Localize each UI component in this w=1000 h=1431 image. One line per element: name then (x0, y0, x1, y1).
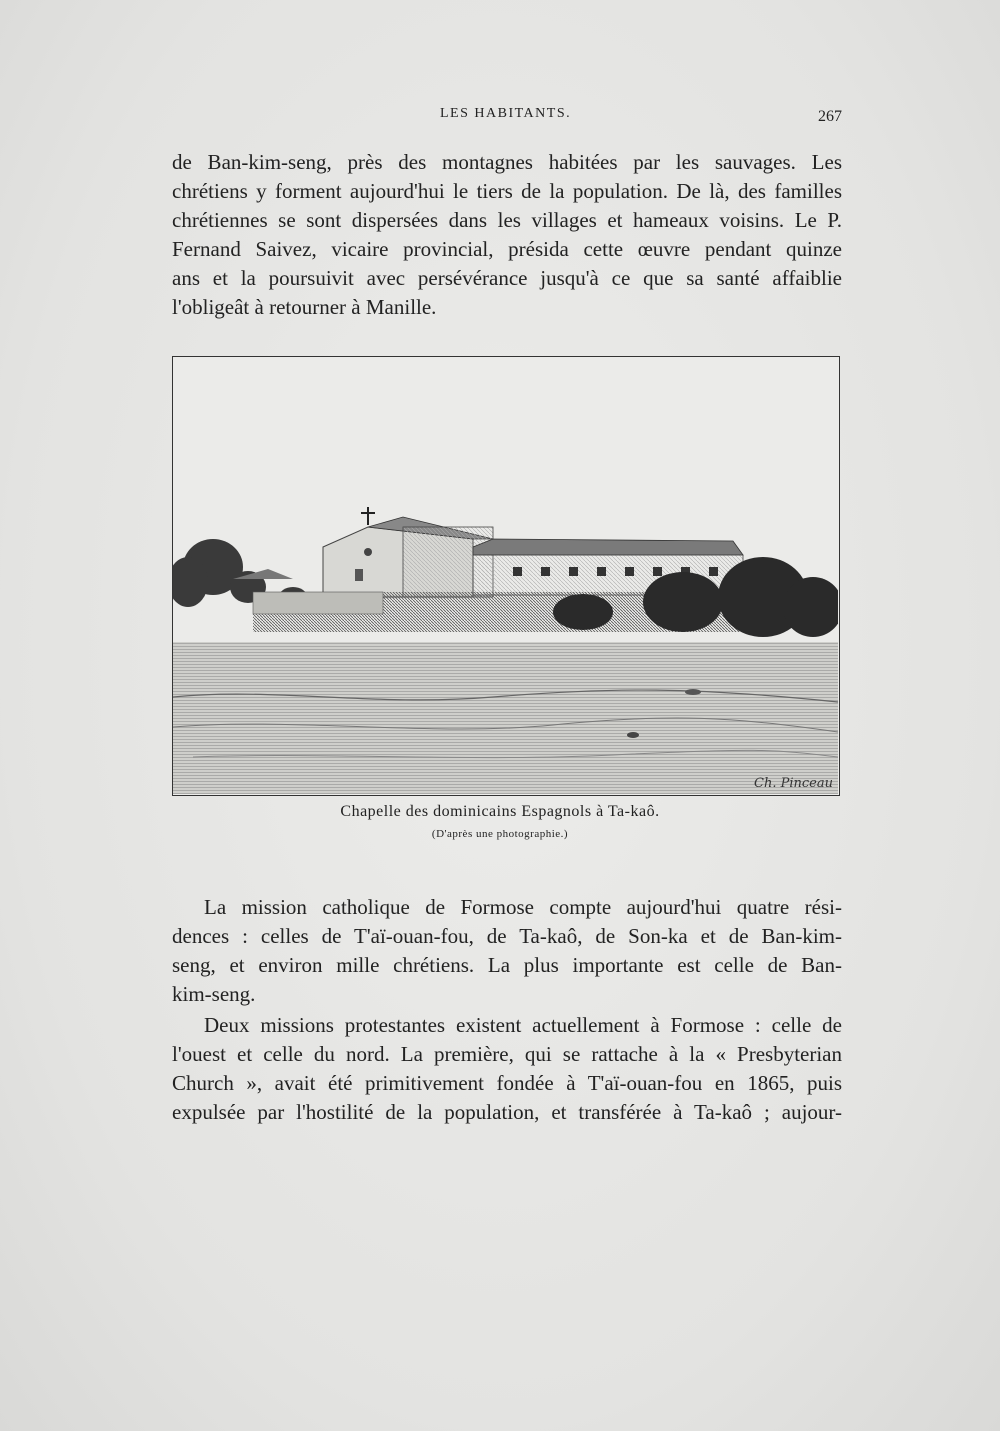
chapel-engraving (173, 357, 838, 794)
running-title: LES HABITANTS. (440, 106, 572, 121)
figure-caption: Chapelle des dominicains Espagnols à Ta-kaô. (340, 803, 660, 820)
figure-caption-source: (D'après une photographie.) (431, 828, 569, 840)
paragraph-line: expulsée par l'hostilité de la population, et transférée à Ta-kaô ; aujour- (172, 1100, 842, 1124)
paragraph-line: l'obligeât à retourner à Manille. (172, 295, 437, 319)
paragraph-line: ans et la poursuivit avec persévérance jusqu'à ce que sa santé affaiblie (172, 266, 842, 290)
paragraph-line: Fernand Saivez, vicaire provincial, présida cette œuvre pendant quinze (172, 237, 842, 261)
page-number: 267 (818, 108, 842, 125)
engraving-illustration (172, 356, 840, 796)
paragraph-mission-catholique (172, 893, 842, 1009)
running-head (0, 106, 1000, 128)
paragraph-line: chrétiens y forment aujourd'hui le tiers de la population. De là, des familles (172, 179, 842, 203)
paragraph-line: l'ouest et celle du nord. La première, qui se rattache à la « Presbyterian (172, 1042, 842, 1066)
paragraph-line: Church », avait été primitivement fondée à T'aï-ouan-fou en 1865, puis (172, 1071, 842, 1095)
paragraph-line: de Ban-kim-seng, près des montagnes habitées par les sauvages. Les (172, 150, 842, 174)
paragraph-line: chrétiennes se sont dispersées dans les villages et hameaux voisins. Le P. (172, 208, 842, 232)
paragraph-line: La mission catholique de Formose compte aujourd'hui quatre rési- (204, 895, 842, 919)
paragraph-line: kim-seng. (172, 982, 256, 1006)
paragraph-missions-protestantes (172, 1011, 842, 1127)
paragraph-line: dences : celles de T'aï-ouan-fou, de Ta-kaô, de Son-ka et de Ban-kim- (172, 924, 842, 948)
paragraph-line: Deux missions protestantes existent actuellement à Formose : celle de (204, 1013, 842, 1037)
engraver-signature: Ch. Pinceau (754, 776, 833, 791)
top-paragraph (172, 148, 842, 322)
paragraph-line: seng, et environ mille chrétiens. La plus importante est celle de Ban- (172, 953, 842, 977)
